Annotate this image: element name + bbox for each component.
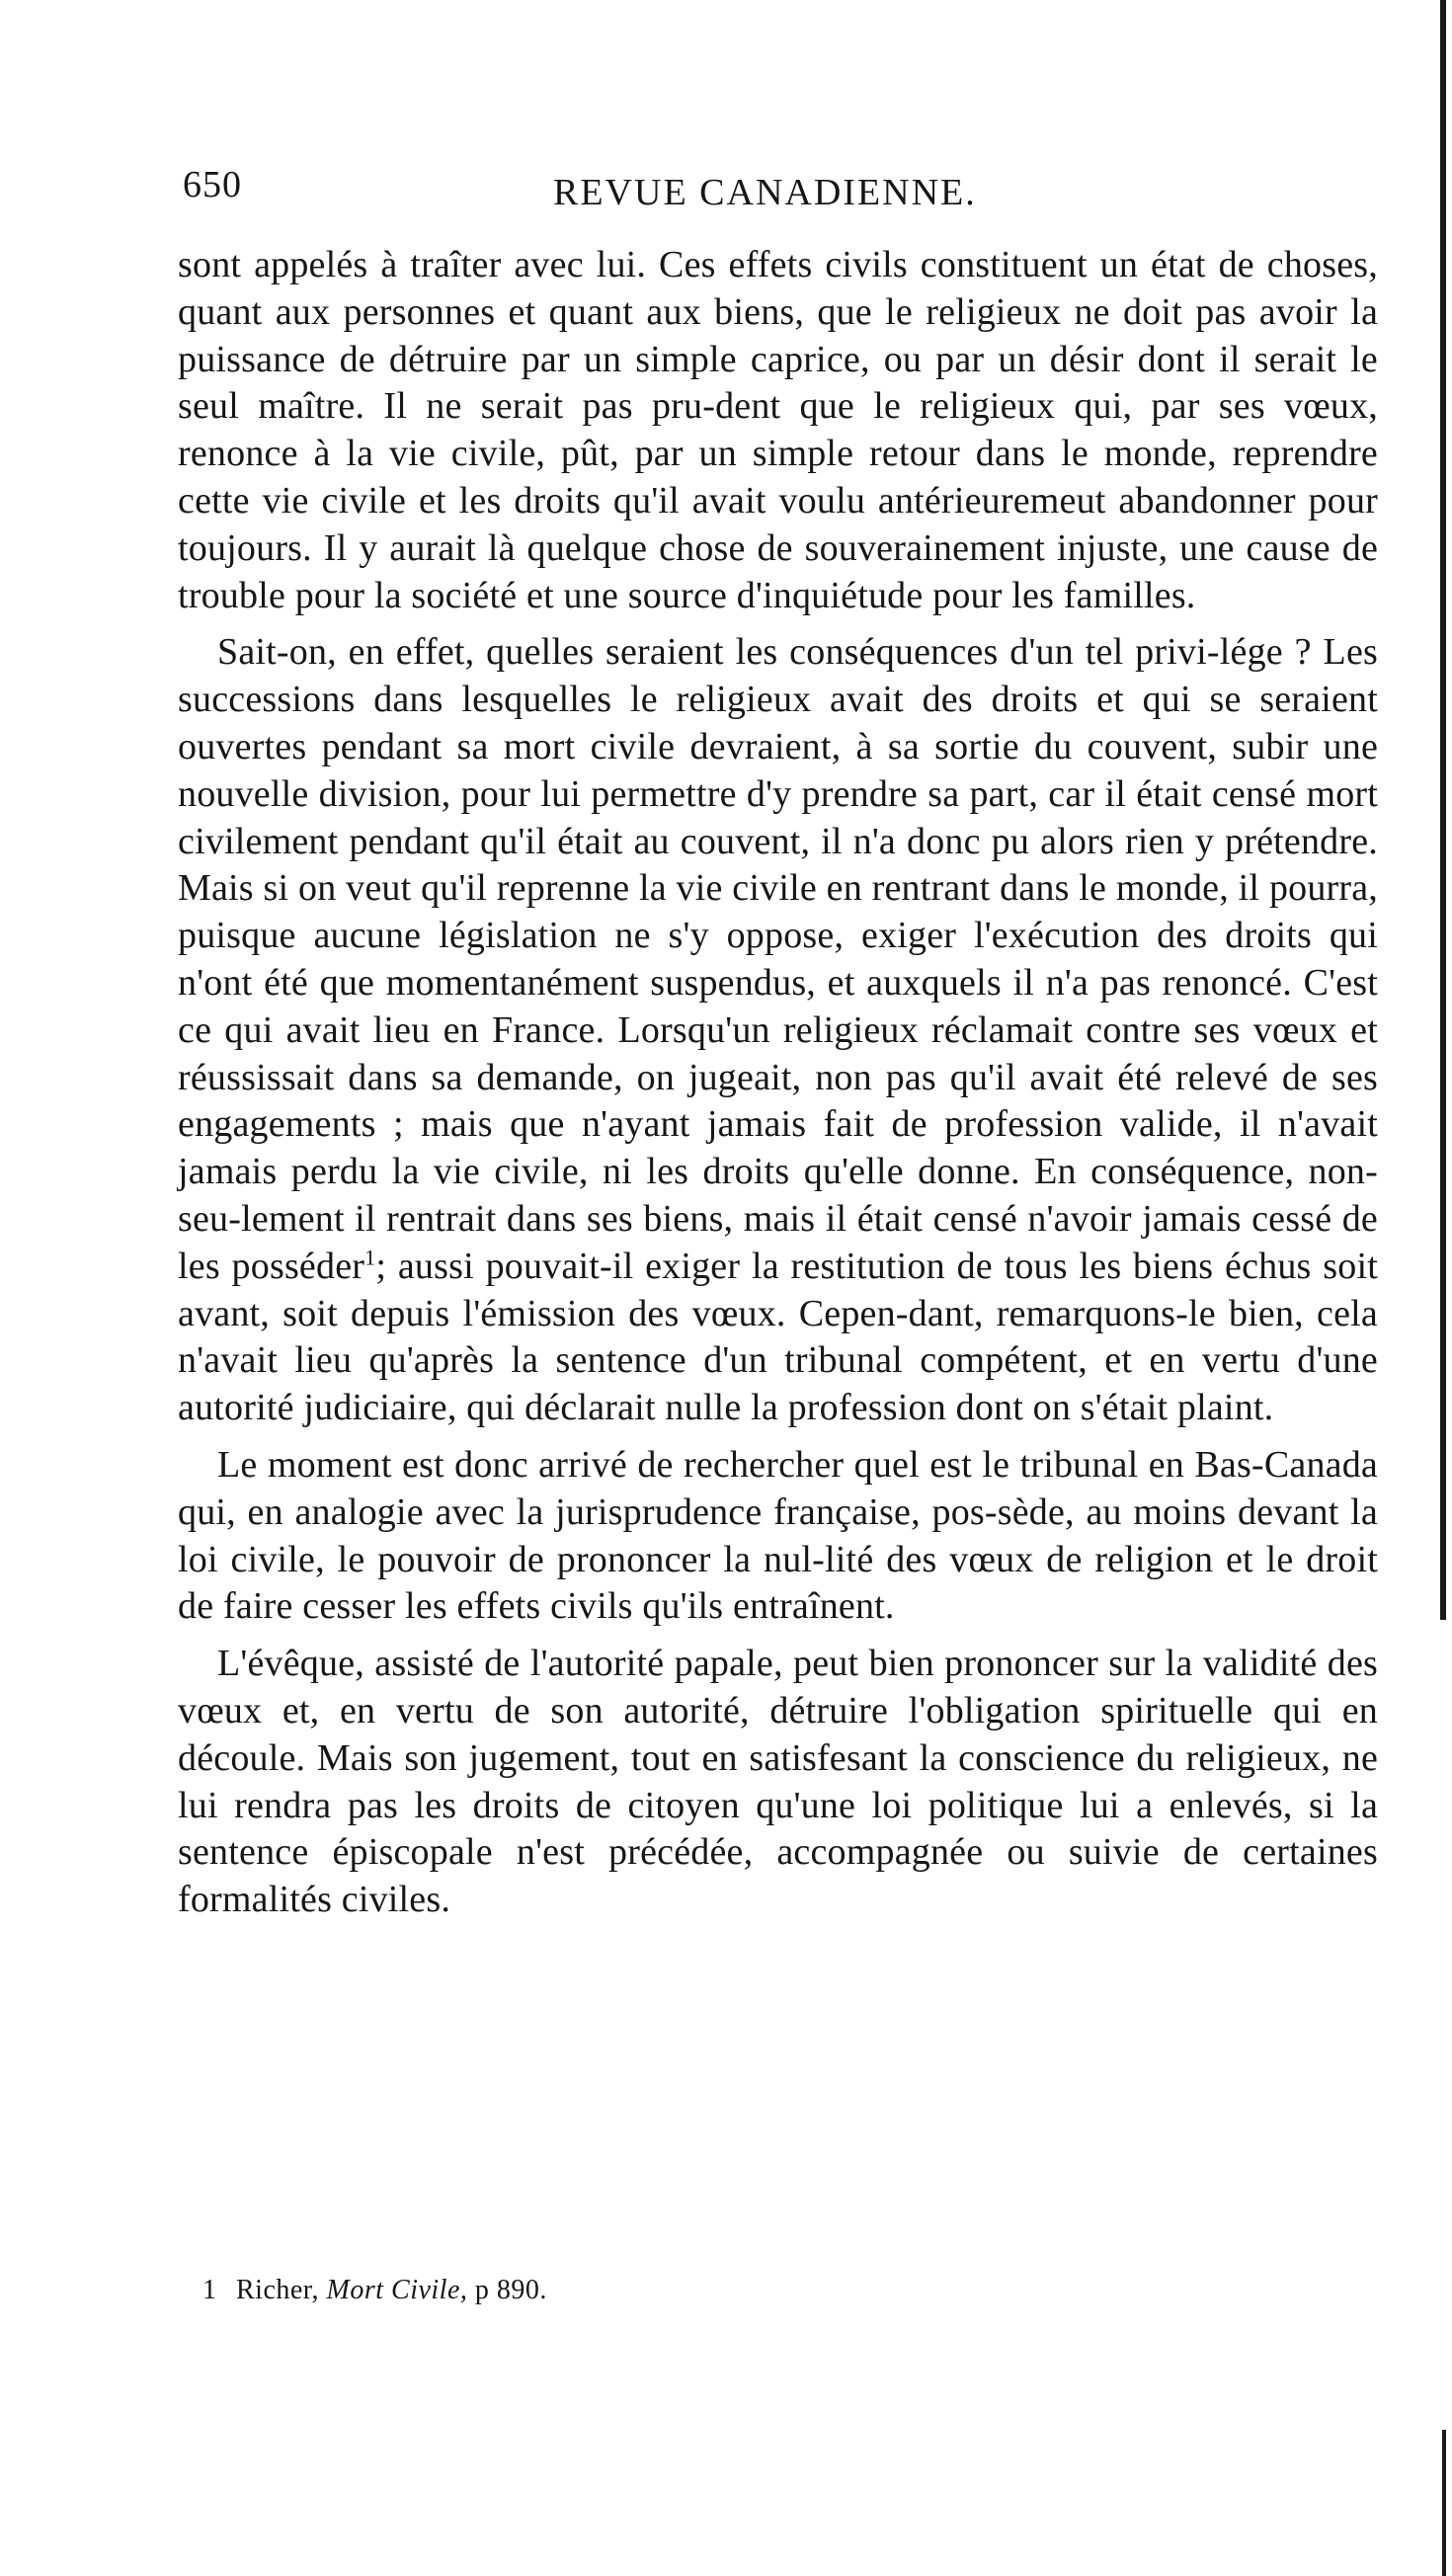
text-line: cessé de les posséder — [178, 1197, 1378, 1287]
footnote — [202, 2275, 547, 2306]
text-line: sortie du couvent, subir une nouvelle division, pour lui permettre — [178, 725, 1379, 815]
text-line: spirituelle qui en découle. Mais son jugement, tout en satisfesant — [178, 1689, 1378, 1779]
text-line: lement il rentrait dans ses biens, mais il était censé n'avoir jamais — [241, 1197, 1242, 1240]
text-line: sède, au moins devant la loi civile, le pouvoir de prononcer la nul- — [178, 1490, 1378, 1580]
text-line: d'y prendre sa part, car il était censé mort civilement pendant — [178, 772, 1379, 862]
text-line: pourra, puisque aucune législation ne s'y oppose, exiger l'exécution — [178, 867, 1379, 957]
text-line: des droits qui n'ont été que momentanément suspendus, et auxquels — [178, 915, 1379, 1004]
text-line: et qui se seraient ouvertes pendant sa mort civile devraient, à sa — [178, 679, 1378, 767]
text-line: sont appelés à traîter avec lui. Ces effets civils constituent un état — [178, 244, 1206, 285]
text-line: dant, remarquons-le bien, cela n'avait lieu qu'après la sentence — [178, 1292, 1378, 1382]
text-line: lité des vœux de religion et le droit de faire cesser les effets civils — [178, 1538, 1378, 1628]
text-line: la vie civile, ni les droits qu'elle donne. En conséquence, non-seu- — [178, 1151, 1378, 1240]
body-text — [178, 242, 1378, 1924]
text-line: si on veut qu'il reprenne la vie civile en rentrant dans le monde, il — [263, 867, 1260, 910]
text-line: déclarait nulle la profession dont on s'était plaint. — [524, 1387, 1274, 1429]
text-line: que n'ayant jamais fait de profession valide, il n'avait jamais perdu — [178, 1103, 1379, 1193]
text-line: de choses, quant aux personnes et quant aux biens, que le religieux — [178, 244, 1378, 333]
text-line: Bas-Canada qui, en analogie avec la jurisprudence française, pos- — [178, 1443, 1378, 1533]
text-line: pût, par un simple retour dans le monde, reprendre cette vie civile — [178, 433, 1378, 522]
text-line: la conscience du religieux, ne lui rendra pas les droits de citoyen — [178, 1736, 1379, 1826]
text-line: et les droits qu'il avait voulu antérieuremeut abandonner pour — [418, 479, 1378, 522]
footnote-title: Mort Civile, — [326, 2275, 468, 2305]
text-line: qu'il était au couvent, il n'a donc pu alors rien y prétendre. Mais — [178, 820, 1379, 910]
text-line: religieux réclamait contre ses vœux et réussissait dans sa demande, — [178, 1008, 1378, 1098]
text-line: ne doit pas avoir la puissance de détruire par un simple caprice, — [178, 290, 1379, 380]
text-line: Sait-on, en effet, quelles seraient les conséquences d'un tel privi- — [217, 631, 1220, 674]
text-line: lége ? Les successions dans lesquelles le religieux avait des droits — [178, 631, 1378, 721]
text-line: précédée, accompagnée ou suivie de certaines formalités civiles. — [178, 1831, 1378, 1921]
running-title: REVUE CANADIENNE. — [553, 172, 977, 213]
text-line: ; aussi pouvait-il exiger la restitution de tous — [375, 1245, 1068, 1287]
footnote-page: p 890. — [474, 2275, 547, 2305]
text-line: L'évêque, assisté de l'autorité papale, peut bien prononcer sur la — [217, 1643, 1193, 1685]
footnote-author: Richer, — [236, 2275, 320, 2305]
page-number: 650 — [183, 164, 242, 205]
text-line: qu'ils entraînent. — [642, 1585, 895, 1628]
paragraph-2 — [178, 629, 1378, 1432]
page-edge-shadow — [1440, 0, 1446, 1620]
text-line: Le moment est donc arrivé de rechercher quel est le tribunal en — [217, 1443, 1185, 1486]
text-line: qu'une loi politique lui a enlevés, si la sentence épiscopale n'est — [178, 1784, 1379, 1874]
paragraph-4 — [178, 1641, 1378, 1924]
paragraph-1 — [178, 242, 1378, 619]
text-line: d'un tribunal compétent, et en vertu d'une autorité judiciaire, qui — [178, 1339, 1378, 1429]
text-line: toujours. Il y aurait là quelque chose de souverainement injuste, — [178, 526, 1169, 569]
text-line: on jugeait, non pas qu'il avait été relevé de ses engagements ; mais — [178, 1056, 1379, 1146]
text-line: il n'a pas renoncé. C'est ce qui avait lieu en France. Lorsqu'un — [178, 961, 1379, 1051]
text-line: ou par un désir dont il serait le seul maître. Il ne serait pas pru- — [178, 338, 1378, 428]
text-line: une cause de trouble pour la société et une source d'inquiétude — [178, 526, 1379, 616]
paragraph-3 — [178, 1442, 1378, 1631]
text-line: pour les familles. — [932, 574, 1196, 616]
page-header — [183, 163, 1368, 222]
footnote-ref: 1 — [364, 1245, 376, 1270]
text-line: validité des vœux et, en vertu de son autorité, détruire l'obligation — [178, 1643, 1378, 1731]
text-line: dent que le religieux qui, par ses vœux, renonce à la vie civile, — [178, 385, 1378, 475]
page-edge-shadow-lower — [1442, 2430, 1446, 2576]
footnote-number: 1 — [202, 2275, 217, 2305]
text-line: les biens échus soit avant, soit depuis l'émission des vœux. Cepen- — [178, 1245, 1378, 1334]
